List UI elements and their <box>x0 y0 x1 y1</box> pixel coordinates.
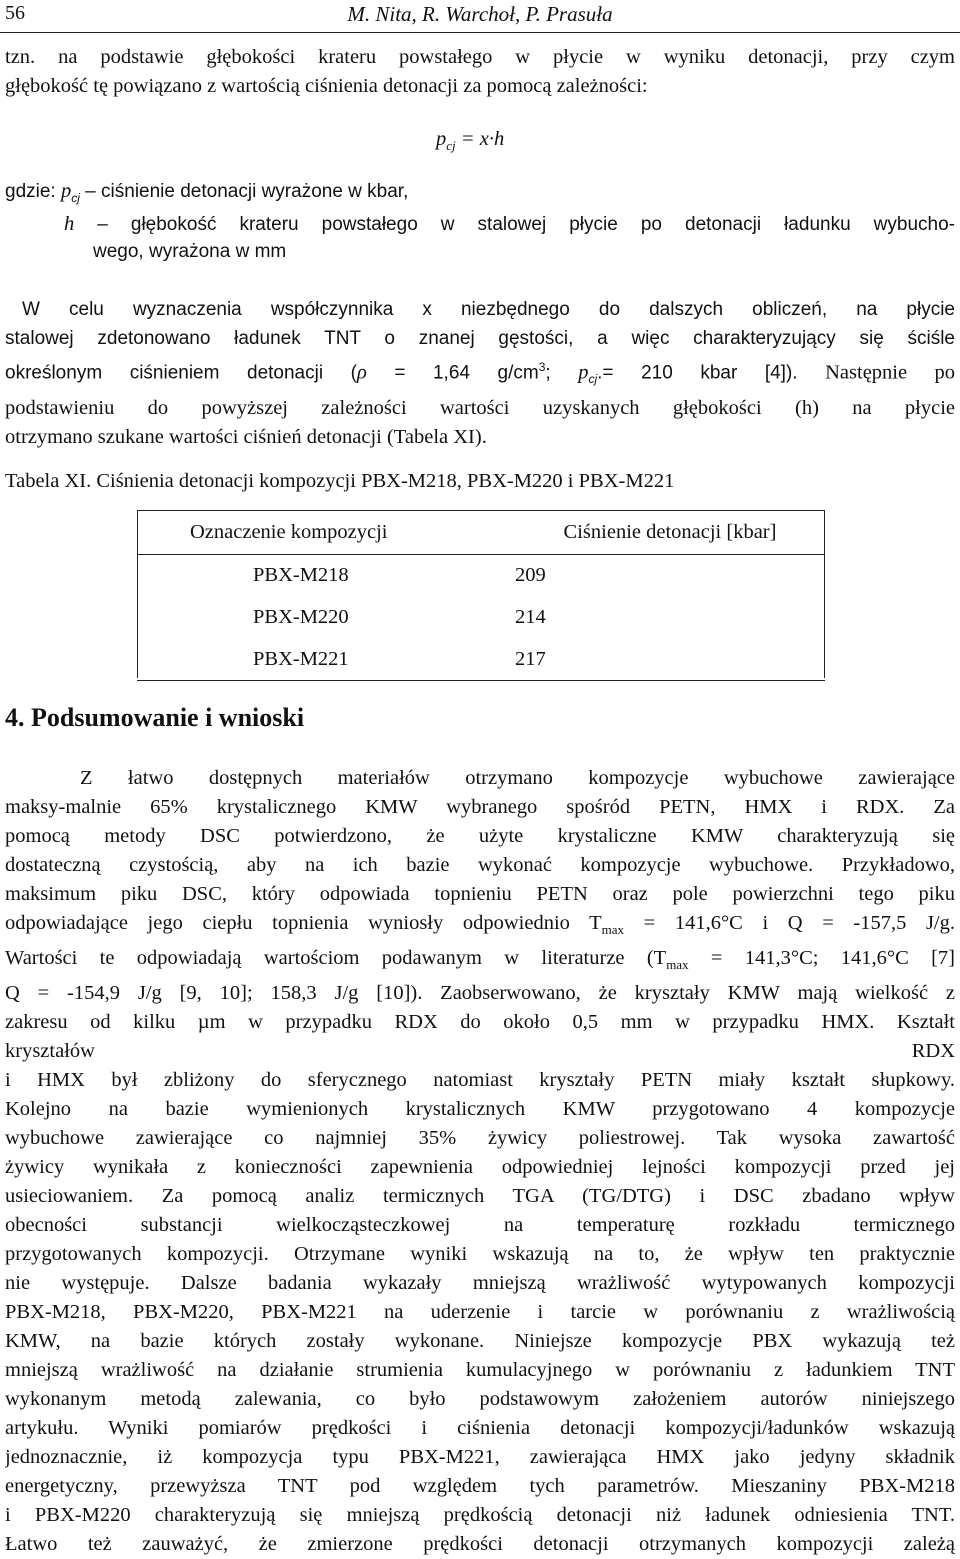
text-line: mniejszą wrażliwość na działanie strumienia kumulacyjnego w porównaniu z ładunkiem TNT <box>5 1359 955 1382</box>
text-line: usieciowaniem. Za pomocą analiz termicznych TGA (TG/DTG) i DSC zbadano wpływ <box>5 1185 955 1208</box>
h-symbol: h <box>64 213 75 235</box>
text-line: PBX-M218, PBX-M220, PBX-M221 na uderzenie i tarcie w porównaniu z wrażliwością <box>5 1301 955 1324</box>
h-definition-text: – głębokość krateru powstałego w stalowej płycie po detonacji ładunku wybucho- <box>74 214 955 235</box>
text-line: otrzymano szukane wartości ciśnień detonacji (Tabela XI). <box>5 426 487 449</box>
text-span: ; <box>545 362 579 384</box>
pressure-table <box>137 510 825 681</box>
text-line <box>5 944 955 979</box>
table-row <box>137 555 825 597</box>
table-cell: 217 <box>515 639 825 681</box>
definition-p <box>5 179 408 210</box>
text-span: Następnie po <box>825 361 955 384</box>
text-line: Z łatwo dostępnych materiałów otrzymano kompozycje wybuchowe zawierające <box>80 767 955 789</box>
table-cell: PBX-M220 <box>253 606 349 628</box>
subscript: max <box>601 922 625 938</box>
table-header-cell: Oznaczenie kompozycji <box>137 511 515 555</box>
formula-rhs: = x·h <box>455 128 505 150</box>
text-line: wybuchowe zawierające co najmniej 35% żywicy poliestrowej. Tak wysoka zawartość <box>5 1127 955 1150</box>
header-rule <box>0 32 960 33</box>
text-line: pomocą metody DSC potwierdzono, że użyte krystaliczne KMW charakteryzują się <box>5 825 955 847</box>
text-line: jednoznacznie, iż kompozycja typu PBX-M221, zawierająca HMX jako jedyny składnik <box>5 1446 955 1469</box>
table-header-cell: Ciśnienie detonacji [kbar] <box>515 511 825 555</box>
formula-lhs: p <box>436 128 447 150</box>
table-row <box>137 597 825 639</box>
definition-h <box>64 210 955 239</box>
rho-symbol: ρ <box>356 361 367 384</box>
section-heading: 4. Podsumowanie i wnioski <box>5 703 305 732</box>
text-span: = 141,3°C; 141,6°C [7] <box>688 947 955 970</box>
formula-lhs-subscript: cj <box>446 138 456 154</box>
p-symbol: p <box>60 180 72 202</box>
text-line <box>5 353 955 394</box>
text-span: = 141,6°C i Q = -157,5 J/g. <box>624 912 955 934</box>
text-line: Łatwo też zauważyć, że zmierzone prędkości detonacji otrzymanych kompozycji zależą <box>5 1533 955 1556</box>
header-authors: M. Nita, R. Warchoł, P. Prasuła <box>347 2 613 26</box>
p-subscript: cj <box>71 190 80 205</box>
text-span: = 1,64 g/cm <box>366 362 539 384</box>
table-caption: Tabela XI. Ciśnienia detonacji kompozycji PBX-M218, PBX-M220 i PBX-M221 <box>5 470 675 492</box>
text-line: żywicy wynikała z konieczności zapewnienia odpowiedniej lejności kompozycji przed jej <box>5 1156 955 1179</box>
text-line: tzn. na podstawie głębokości krateru powstałego w płycie w wyniku detonacji, przy czym <box>5 46 955 68</box>
text-line: dostateczną czystością, aby na ich bazie wykonać kompozycje wybuchowe. Przykładowo, <box>5 854 955 876</box>
p-symbol: p <box>578 361 589 384</box>
text-line: podstawieniu do powyższej zależności wartości uzyskanych głębokości (h) na płycie <box>5 397 955 420</box>
body-text <box>5 764 955 1559</box>
text-line: głębokość tę powiązano z wartością ciśnienia detonacji za pomocą zależności: <box>5 75 648 97</box>
text-line: Q = -154,9 J/g [9, 10]; 158,3 J/g [10]). Zaobserwowano, że kryształy KMW mają wielkość z <box>5 982 955 1005</box>
text-line: zakresu od kilku µm w przypadku RDX do około 0,5 mm w przypadku HMX. Kształt <box>5 1011 955 1034</box>
text-line: W celu wyznaczenia współczynnika x niezbędnego do dalszych obliczeń, na płycie <box>22 299 955 320</box>
text-line: stalowej zdetonowano ładunek TNT o znanej gęstości, a więc charakteryzujący się ściśle <box>5 328 955 349</box>
table-cell: 214 <box>515 606 546 628</box>
text-line: przygotowanych kompozycji. Otrzymane wyniki wskazują na to, że wpływ ten praktycznie <box>5 1243 955 1266</box>
text-line: energetyczny, przewyższa TNT pod względem tych parametrów. Mieszaniny PBX-M218 <box>5 1475 955 1498</box>
text-line: i PBX-M220 charakteryzują się mniejszą prędkością detonacji niż ładunek odniesienia TNT. <box>5 1504 955 1527</box>
table-row <box>137 639 825 681</box>
text-line: KMW, na bazie których zostały wykonane. Niniejsze kompozycje PBX wykazują też <box>5 1330 955 1353</box>
text-line: maksy-malnie 65% krystalicznego KMW wybranego spośród PETN, HMX i RDX. Za <box>5 796 955 818</box>
text-span: określonym ciśnieniem detonacji ( <box>5 362 357 384</box>
text-line: nie występuje. Dalsze badania wykazały mniejszą wrażliwość wytypowanych kompozycji <box>5 1272 955 1295</box>
p-definition-text: – ciśnienie detonacji wyrażone w kbar, <box>79 181 409 202</box>
superscript: 3 <box>538 360 546 374</box>
table-header-row <box>137 511 825 555</box>
definition-h-continued: wego, wyrażona w mm <box>93 241 287 262</box>
text-line: kryształów RDX <box>5 1040 955 1063</box>
text-line: maksimum piku DSC, który odpowiada topnieniu PETN oraz pole powierzchni tego piku <box>5 883 955 905</box>
table-cell: PBX-M218 <box>253 564 349 587</box>
formula <box>436 128 504 154</box>
paragraph-method <box>5 295 955 452</box>
page-number: 56 <box>5 2 25 24</box>
running-header <box>5 2 955 28</box>
text-span: Wartości te odpowiadają wartościom podawanym w literaturze (T <box>5 947 667 970</box>
text-span: .= 210 kbar [4]). <box>597 362 826 384</box>
text-line: Kolejno na bazie wymienionych krystalicznych KMW przygotowano 4 kompozycje <box>5 1098 955 1121</box>
table-cell: 209 <box>515 564 546 587</box>
subscript: max <box>666 957 689 973</box>
text-line: artykułu. Wyniki pomiarów prędkości i ciśnienia detonacji kompozycji/ładunków wskazują <box>5 1417 955 1440</box>
text-line <box>5 909 955 944</box>
gdzie-prefix: gdzie: <box>5 181 61 202</box>
intro-text <box>5 43 955 101</box>
text-line: i HMX był zbliżony do sferycznego natomiast kryształy PETN miały kształt słupkowy. <box>5 1069 955 1092</box>
text-line: obecności substancji wielkocząsteczkowej na temperaturę rozkładu termicznego <box>5 1214 955 1237</box>
text-span: odpowiadające jego ciepłu topnienia wyniosły odpowiednio T <box>5 912 602 934</box>
table-cell: PBX-M221 <box>137 639 515 681</box>
subscript: cj <box>588 372 598 387</box>
text-line: wykonanym metodą zalewania, co było podstawowym założeniem autorów niniejszego <box>5 1388 955 1411</box>
